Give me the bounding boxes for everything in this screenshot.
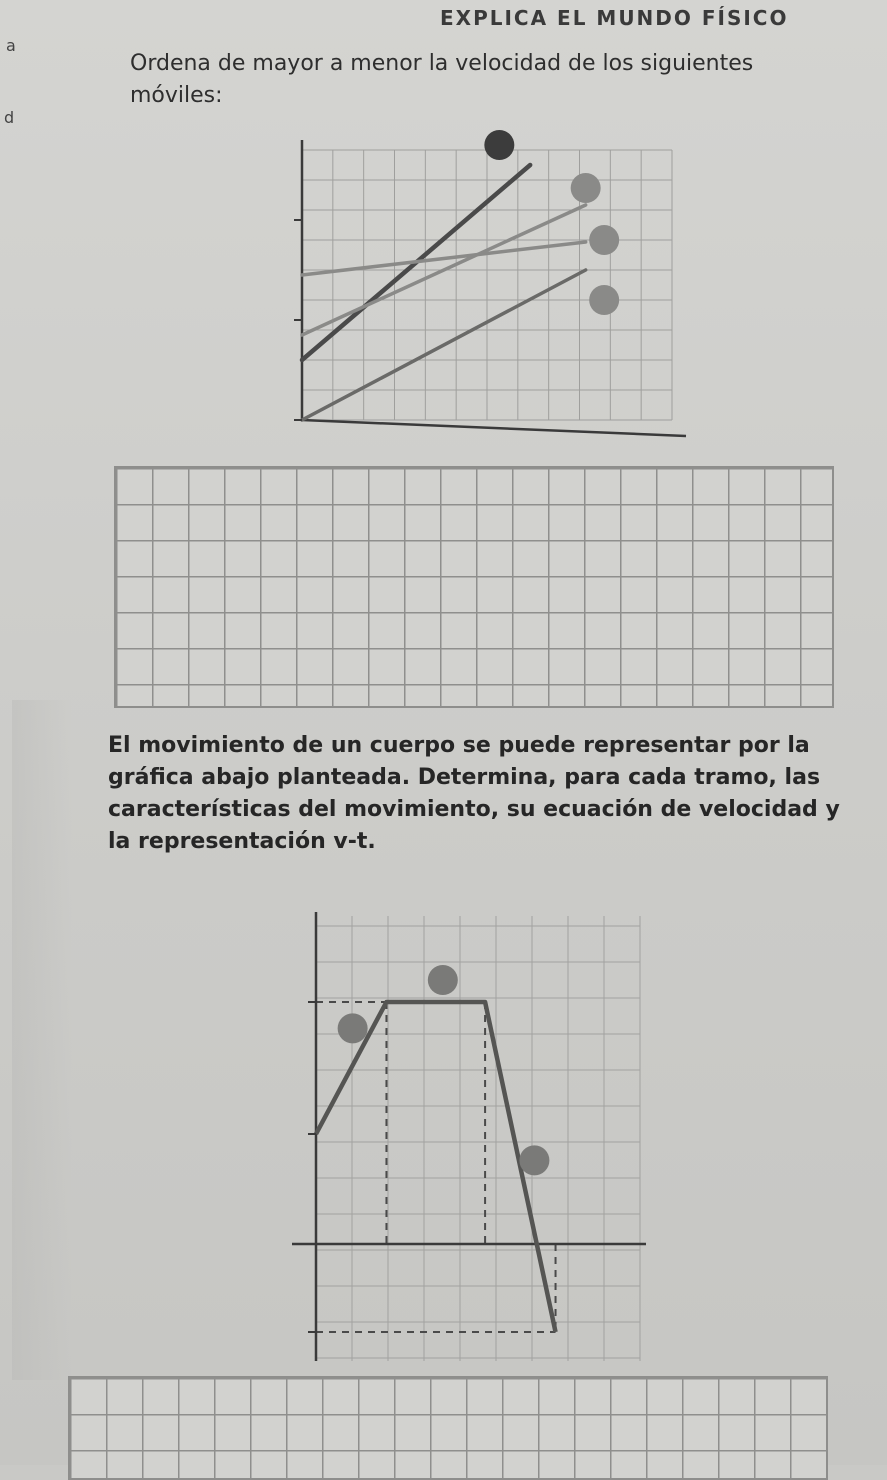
- chart2-axes: [292, 912, 646, 1361]
- answer-grid-1[interactable]: [114, 466, 834, 708]
- chart1-marker-4: [589, 285, 619, 315]
- margin-mark-a: a: [6, 36, 16, 55]
- chart1-x-axis: [302, 420, 686, 436]
- chart2-marker-2: [428, 965, 458, 995]
- chart2-marker-1: [338, 1013, 368, 1043]
- margin-mark-d: d: [4, 108, 15, 127]
- chart1-marker-2: [571, 173, 601, 203]
- question2-prompt: El movimiento de un cuerpo se puede representar por la gráfica abajo planteada. Determina, para cada tramo, las características del movimiento, su ecuación de velocidad y la representación v-t.: [108, 733, 840, 854]
- position-time-chart: [230, 896, 710, 1366]
- chart2-marker-3: [519, 1145, 549, 1175]
- chart1-series-line-4: [302, 270, 586, 420]
- page-header: EXPLICA EL MUNDO FÍSICO: [440, 6, 789, 30]
- chart1-marker-3: [589, 225, 619, 255]
- answer-grid-2[interactable]: [68, 1376, 828, 1480]
- chart2-grid: [316, 916, 640, 1361]
- page-shadow: [12, 700, 72, 1380]
- chart1-marker-1: [484, 130, 514, 160]
- velocity-order-chart: [230, 120, 750, 490]
- chart1-series: [302, 165, 586, 420]
- chart1-axes: [302, 140, 686, 436]
- question1-prompt: Ordena de mayor a menor la velocidad de los siguientes móviles:: [130, 51, 754, 108]
- chart1-grid: [302, 150, 672, 420]
